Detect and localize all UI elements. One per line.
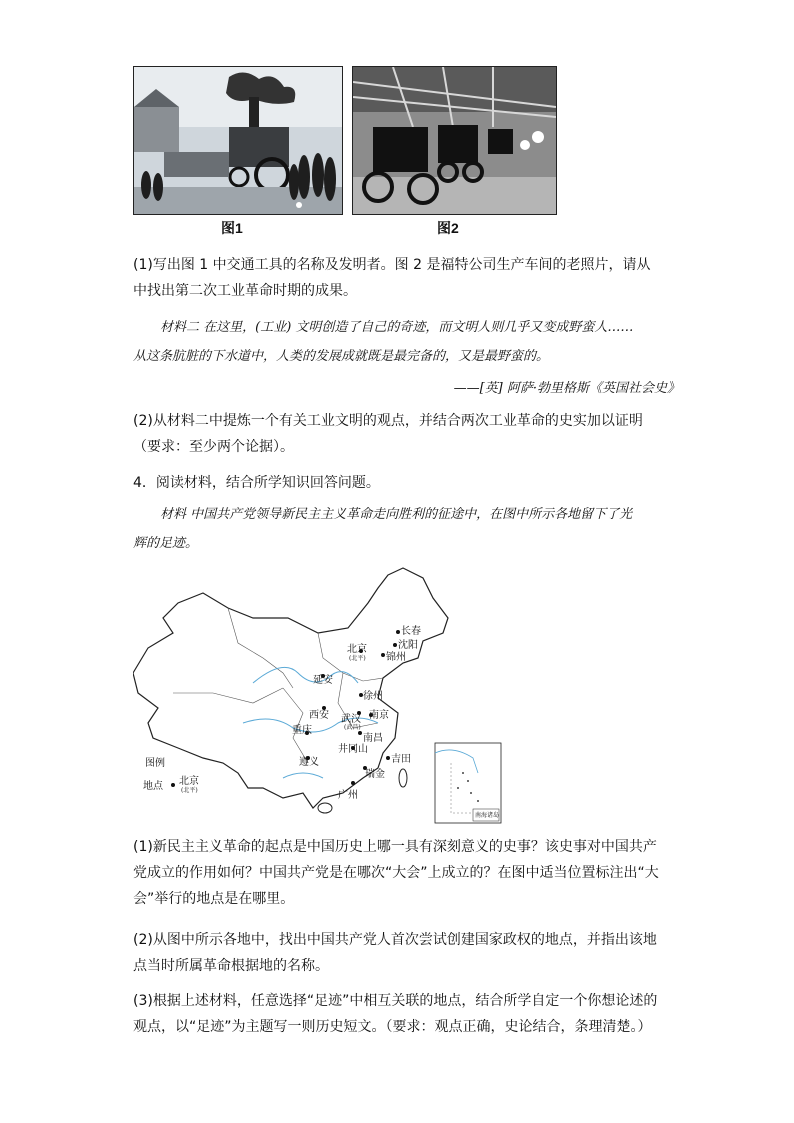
map-label-beiping: (北平) — [349, 655, 366, 662]
china-map-svg — [133, 563, 503, 828]
assembly-line-illustration — [353, 67, 556, 214]
legend-city-sub: (北平) — [181, 787, 198, 794]
map-label-changchun: 长春 — [401, 626, 421, 637]
question-4-3: (3)根据上述材料，任意选择“足迹”中相互关联的地点，结合所学自定一个你想论述的观点，以“足迹”为主题写一则历史短文。（要求：观点正确，史论结合，条理清楚。） — [133, 993, 658, 1035]
question-4-title: 4．阅读材料，结合所学知识回答问题。 — [133, 475, 380, 491]
map-label-wuchang: (武昌) — [344, 724, 361, 731]
map-label-jinzhou: 锦州 — [386, 652, 406, 663]
material-2-line2: 从这条肮脏的下水道中，人类的发展成就既是最完备的，又是最野蛮的。 — [133, 349, 550, 364]
map-label-ruijin: 瑞金 — [365, 769, 385, 780]
question-3-1: (1)写出图 1 中交通工具的名称及发明者。图 2 是福特公司生产车间的老照片，请从中找出第二次工业革命时期的成果。 — [133, 257, 651, 299]
inset-title: 南海诸岛 — [475, 812, 500, 819]
map-label-nanchang: 南昌 — [363, 733, 383, 744]
factory-photo — [352, 66, 557, 215]
map-label-jinggangshan: 井冈山 — [338, 744, 368, 755]
legend-title: 图例 — [145, 758, 165, 769]
locomotive-illustration — [134, 67, 342, 214]
map-label-shenyang: 沈阳 — [398, 640, 418, 651]
map-label-beijing: 北京 — [347, 644, 367, 655]
question-4-1: (1)新民主主义革命的起点是中国历史上哪一具有深刻意义的史事？该史事对中国共产党成立的作用如何？中国共产党是在哪次“大会”上成立的？在图中适当位置标注出“大会”举行的地点是在哪里。 — [133, 839, 659, 907]
map-label-gutian: 吉田 — [391, 754, 411, 765]
map-label-zunyi: 遵义 — [299, 757, 319, 768]
china-map — [133, 563, 503, 828]
material-line1: 材料 中国共产党领导新民主主义革命走向胜利的征途中，在图中所示各地留下了光 — [160, 507, 633, 522]
map-label-xuzhou: 徐州 — [363, 691, 383, 702]
map-label-guangzhou: 广州 — [338, 790, 358, 801]
map-label-yanan: 延安 — [313, 675, 333, 686]
map-label-nanjing: 南京 — [369, 710, 389, 721]
map-label-xian: 西安 — [309, 710, 329, 721]
legend-label: 地点 — [143, 781, 163, 792]
south-china-sea-inset — [435, 743, 501, 823]
legend-city: 北京 — [179, 776, 199, 787]
material-2-line1: 材料二 在这里，(工业) 文明创造了自己的奇迹，而文明人则几乎又变成野蛮人…… — [160, 320, 634, 335]
figure1-caption: 图1 — [221, 220, 243, 236]
material-2-source: ——[英] 阿萨·勃里格斯《英国社会史》 — [453, 381, 680, 396]
question-3-2: (2)从材料二中提炼一个有关工业文明的观点，并结合两次工业革命的史实加以证明（要求：至少两个论据）。 — [133, 413, 643, 455]
locomotive-photo — [133, 66, 343, 215]
map-label-wuhan: 武汉 — [341, 714, 361, 725]
material-line2: 辉的足迹。 — [133, 536, 199, 551]
question-4-2: (2)从图中所示各地中，找出中国共产党人首次尝试创建国家政权的地点，并指出该地点当时所属革命根据地的名称。 — [133, 932, 657, 974]
map-label-chongqing: 重庆 — [292, 725, 312, 736]
figure2-caption: 图2 — [437, 220, 459, 236]
